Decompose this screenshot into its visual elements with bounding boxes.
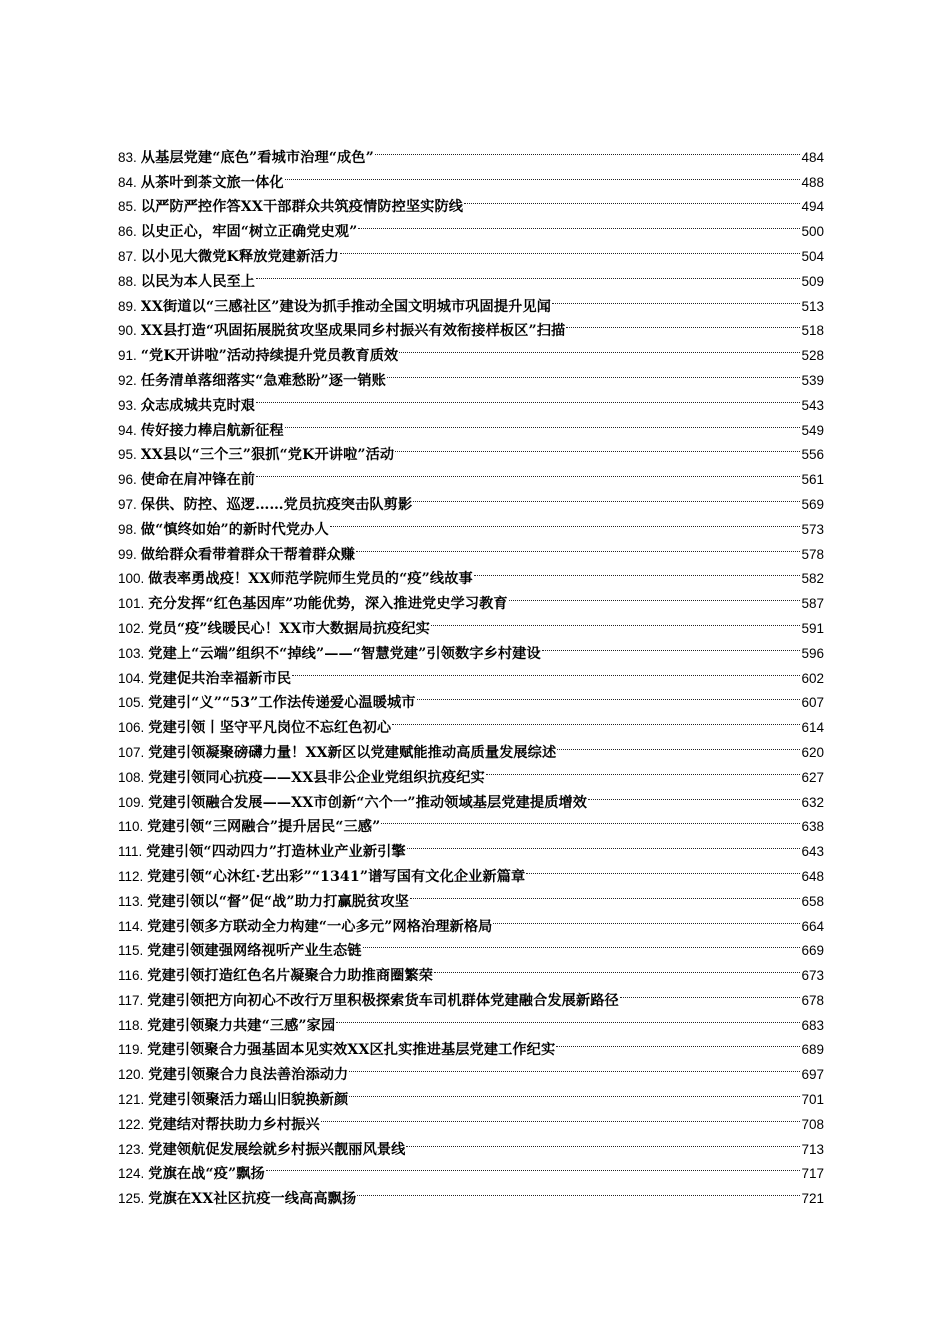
dot-leader: [486, 757, 801, 782]
toc-entry-number: 100.: [118, 571, 145, 587]
dot-leader: [588, 782, 800, 807]
toc-entry-number: 96.: [118, 472, 137, 488]
toc-entry-page-number[interactable]: 488: [801, 174, 824, 190]
toc-entry-page-number[interactable]: 664: [801, 918, 824, 934]
toc-entry-number: 114.: [118, 918, 144, 934]
toc-entry-title[interactable]: 保供、防控、巡逻……党员抗疫突击队剪影: [140, 496, 413, 513]
toc-entry-number: 91.: [118, 348, 137, 364]
toc-entry-page-number[interactable]: 596: [801, 645, 824, 661]
toc-entry-title[interactable]: 从茶叶到茶文旅一体化: [140, 174, 284, 191]
toc-entry-number: 87.: [118, 248, 137, 264]
toc-entry[interactable]: [118, 137, 824, 166]
toc-entry-page-number[interactable]: 500: [801, 224, 824, 240]
dot-leader: [566, 311, 800, 336]
toc-entry-title[interactable]: 党建上“云端”组织不“掉线”——“智慧党建”引领数字乡村建设: [148, 645, 541, 662]
toc-entry-number: 97.: [118, 496, 137, 512]
toc-entry-number: 101.: [118, 596, 145, 612]
dot-leader: [356, 534, 800, 559]
dot-leader: [526, 856, 800, 881]
toc-entry-title[interactable]: 党建引领聚活力瑶山旧貌换新颜: [148, 1092, 349, 1109]
toc-entry-title[interactable]: 充分发挥“红色基因库”功能优势，深入推进党史学习教育: [148, 596, 508, 613]
dot-leader: [557, 732, 800, 757]
toc-entry-title[interactable]: 党建引领凝聚磅礴力量！XX新区以党建赋能推动高质量发展综述: [148, 744, 557, 761]
toc-entry-number: 90.: [118, 323, 137, 339]
toc-entry-page-number[interactable]: 643: [801, 844, 824, 860]
toc-entry-title[interactable]: 以严防严控作答XX干部群众共筑疫情防控坚实防线: [140, 199, 464, 216]
toc-entry-number: 104.: [118, 670, 145, 686]
toc-entry-number: 92.: [118, 372, 137, 388]
dot-leader: [464, 187, 800, 212]
toc-entry-title[interactable]: 党建引领建强网络视听产业生态链: [147, 943, 362, 960]
toc-entry-number: 106.: [118, 720, 145, 736]
toc-entry-title[interactable]: 从基层党建“底色”看城市治理“成色”: [140, 149, 374, 166]
toc-entry-number: 83.: [118, 149, 137, 165]
toc-entry-page-number[interactable]: 569: [801, 496, 824, 512]
toc-entry-number: 93.: [118, 397, 137, 413]
toc-entry-number: 108.: [118, 769, 145, 785]
toc-entry-page-number[interactable]: 620: [801, 744, 824, 760]
toc-entry-page-number[interactable]: 582: [801, 571, 824, 587]
dot-leader: [349, 1079, 800, 1104]
toc-entry-number: 121.: [118, 1092, 145, 1108]
toc-entry-number: 89.: [118, 298, 137, 314]
toc-entry-number: 113.: [118, 893, 144, 909]
dot-leader: [387, 360, 801, 385]
toc-entry-title[interactable]: 党旗在战“疫”飘扬: [148, 1166, 265, 1183]
toc-entry-title[interactable]: 党建引领同心抗疫——XX县非公企业党组织抗疫纪实: [148, 769, 485, 786]
toc-entry-page-number[interactable]: 669: [801, 943, 824, 959]
dot-leader: [266, 1154, 801, 1179]
dot-leader: [256, 385, 800, 410]
toc-entry-number: 94.: [118, 422, 137, 438]
toc-entry-title[interactable]: 党建引领聚合力良法善治添动力: [148, 1067, 349, 1084]
toc-entry-title[interactable]: 党建引领聚合力强基固本见实效XX区扎实推进基层党建工作纪实: [147, 1042, 556, 1059]
toc-entry-page-number[interactable]: 543: [801, 397, 824, 413]
dot-leader: [620, 980, 801, 1005]
toc-entry-title[interactable]: 党建引领“四动四力”打造林业产业新引擎: [146, 844, 406, 861]
dot-leader: [330, 509, 801, 534]
toc-entry-page-number[interactable]: 632: [801, 794, 824, 810]
dot-leader: [434, 955, 800, 980]
toc-entry-page-number[interactable]: 614: [801, 720, 824, 736]
dot-leader: [321, 1104, 801, 1129]
toc-entry-title[interactable]: 做给群众看带着群众干帮着群众赚: [140, 546, 356, 563]
toc-entry-title[interactable]: XX县以“三个三”狠抓“党K开讲啦”活动: [140, 447, 395, 464]
toc-entry-page-number[interactable]: 591: [801, 620, 824, 636]
toc-entry-title[interactable]: 党建领航促发展绘就乡村振兴靓丽风景线: [148, 1141, 406, 1158]
toc-entry-title[interactable]: 任务清单落细落实“急难愁盼”逐一销账: [140, 372, 386, 389]
toc-entry-page-number[interactable]: 678: [801, 992, 824, 1008]
toc-entry-number: 85.: [118, 199, 137, 215]
toc-entry-number: 115.: [118, 943, 144, 959]
toc-entry-number: 116.: [118, 968, 144, 984]
toc-entry-page-number[interactable]: 504: [801, 248, 824, 264]
toc-entry-page-number[interactable]: 509: [801, 273, 824, 289]
toc-entry-page-number[interactable]: 701: [801, 1092, 824, 1108]
toc-entry-page-number[interactable]: 518: [801, 323, 824, 339]
dot-leader: [474, 559, 801, 584]
toc-entry-number: 117.: [118, 992, 144, 1008]
toc-entry-number: 122.: [118, 1116, 145, 1132]
dot-leader: [542, 633, 801, 658]
dot-leader: [285, 162, 801, 187]
dot-leader: [256, 459, 800, 484]
toc-entry-title[interactable]: XX县打造“巩固拓展脱贫攻坚成果同乡村振兴有效衔接样板区”扫描: [140, 323, 566, 340]
toc-entry-page-number[interactable]: 683: [801, 1017, 824, 1033]
dot-leader: [413, 484, 800, 509]
toc-entry-number: 123.: [118, 1141, 145, 1157]
toc-entry-page-number[interactable]: 549: [801, 422, 824, 438]
dot-leader: [509, 583, 801, 608]
toc-entry-number: 119.: [118, 1042, 144, 1058]
toc-entry-title[interactable]: 党建引领聚力共建“三感”家园: [147, 1017, 336, 1034]
toc-entry-title[interactable]: 党建引领把方向初心不改行万里积极探索货车司机群体党建融合发展新路径: [147, 992, 619, 1009]
toc-entry-page-number[interactable]: 494: [801, 199, 824, 215]
toc-entry-page-number[interactable]: 658: [801, 893, 824, 909]
dot-leader: [395, 435, 800, 460]
toc-entry-number: 125.: [118, 1191, 145, 1207]
toc-entry-page-number[interactable]: 648: [801, 868, 824, 884]
toc-entry-title[interactable]: 党建引领多方联动全力构建“一心多元”网格治理新格局: [147, 918, 493, 935]
dot-leader: [410, 881, 801, 906]
toc-entry-title[interactable]: 众志成城共克时艰: [140, 397, 256, 414]
toc-entry-page-number[interactable]: 561: [801, 472, 824, 488]
dot-leader: [399, 335, 800, 360]
toc-entry-page-number[interactable]: 539: [801, 372, 824, 388]
toc-entry-page-number[interactable]: 721: [801, 1191, 824, 1207]
dot-leader: [381, 807, 800, 832]
table-of-contents: [118, 137, 824, 1208]
toc-entry-page-number[interactable]: 713: [801, 1141, 824, 1157]
toc-entry-page-number[interactable]: 697: [801, 1067, 824, 1083]
dot-leader: [375, 137, 801, 162]
toc-entry-title[interactable]: 党员“疫”线暖民心！XX市大数据局抗疫纪实: [148, 620, 430, 637]
toc-entry-title[interactable]: 党建引领打造红色名片凝聚合力助推商圈繁荣: [147, 968, 434, 985]
toc-entry-page-number[interactable]: 638: [801, 819, 824, 835]
dot-leader: [336, 1005, 800, 1030]
dot-leader: [556, 1030, 800, 1055]
dot-leader: [406, 1129, 800, 1154]
dot-leader: [358, 211, 800, 236]
toc-entry-title[interactable]: 党建引领融合发展——XX市创新“六个一”推动领域基层党建提质增效: [148, 794, 588, 811]
toc-entry-title[interactable]: 做表率勇战疫！XX师范学院师生党员的“疫”线故事: [148, 571, 473, 588]
toc-entry-number: 98.: [118, 521, 137, 537]
toc-entry-title[interactable]: 以民为本人民至上: [140, 273, 256, 290]
toc-entry-number: 120.: [118, 1067, 145, 1083]
dot-leader: [552, 286, 800, 311]
toc-entry-number: 84.: [118, 174, 137, 190]
toc-entry-page-number[interactable]: 708: [801, 1116, 824, 1132]
toc-entry-title[interactable]: 党建引领丨坚守平凡岗位不忘红色初心: [148, 720, 392, 737]
toc-entry-page-number[interactable]: 602: [801, 670, 824, 686]
toc-entry-title[interactable]: 做“慎终如始”的新时代党办人: [140, 521, 329, 538]
toc-entry-number: 111.: [118, 844, 143, 860]
toc-entry-number: 124.: [118, 1166, 145, 1182]
toc-entry-number: 109.: [118, 794, 145, 810]
toc-entry-page-number[interactable]: 528: [801, 348, 824, 364]
toc-entry-page-number[interactable]: 513: [801, 298, 824, 314]
toc-entry-number: 110.: [118, 819, 144, 835]
toc-entry-title[interactable]: 以史正心，牢固“树立正确党史观”: [140, 224, 358, 241]
toc-entry-title[interactable]: 党建引领以“督”促“战”助力打赢脱贫攻坚: [147, 893, 409, 910]
toc-entry-page-number[interactable]: 587: [801, 596, 824, 612]
dot-leader: [292, 658, 800, 683]
dot-leader: [431, 608, 801, 633]
toc-entry-title[interactable]: XX街道以“三感社区”建设为抓手推动全国文明城市巩固提升见闻: [140, 298, 551, 315]
toc-entry-page-number[interactable]: 627: [801, 769, 824, 785]
toc-entry-title[interactable]: 传好接力棒启航新征程: [140, 422, 284, 439]
toc-entry-number: 103.: [118, 645, 145, 661]
toc-entry-page-number[interactable]: 673: [801, 968, 824, 984]
dot-leader: [407, 831, 801, 856]
toc-entry-number: 107.: [118, 744, 145, 760]
toc-entry-page-number[interactable]: 717: [801, 1166, 824, 1182]
toc-entry-number: 88.: [118, 273, 137, 289]
toc-entry-number: 99.: [118, 546, 137, 562]
toc-entry-page-number[interactable]: 607: [801, 695, 824, 711]
toc-entry-title[interactable]: 党建引领“心沐红·艺出彩”“1341”谱写国有文化企业新篇章: [147, 868, 526, 885]
dot-leader: [256, 261, 800, 286]
toc-entry-title[interactable]: 以小见大微党K释放党建新活力: [140, 248, 339, 265]
dot-leader: [417, 683, 801, 708]
dot-leader: [392, 707, 800, 732]
toc-entry-number: 105.: [118, 695, 145, 711]
toc-entry-page-number[interactable]: 556: [801, 447, 824, 463]
toc-entry-title[interactable]: 党建引领“三网融合”提升居民“三感”: [147, 819, 381, 836]
dot-leader: [349, 1054, 800, 1079]
toc-entry-number: 95.: [118, 447, 137, 463]
toc-entry-title[interactable]: 使命在肩冲锋在前: [140, 472, 256, 489]
toc-entry-page-number[interactable]: 578: [801, 546, 824, 562]
toc-entry-number: 86.: [118, 224, 137, 240]
dot-leader: [493, 906, 800, 931]
toc-entry-title[interactable]: 党建促共治幸福新市民: [148, 670, 292, 687]
toc-entry-number: 102.: [118, 620, 145, 636]
toc-entry-title[interactable]: 党旗在XX社区抗疫一线高高飘扬: [148, 1191, 357, 1208]
toc-entry-page-number[interactable]: 484: [801, 149, 824, 165]
toc-entry-title[interactable]: 党建引“义”“53”工作法传递爱心温暖城市: [148, 695, 416, 712]
dot-leader: [285, 410, 801, 435]
toc-entry-title[interactable]: 党建结对帮扶助力乡村振兴: [148, 1116, 320, 1133]
toc-entry-page-number[interactable]: 573: [801, 521, 824, 537]
dot-leader: [363, 931, 801, 956]
toc-entry-number: 118.: [118, 1017, 144, 1033]
toc-entry-page-number[interactable]: 689: [801, 1042, 824, 1058]
dot-leader: [340, 236, 801, 261]
dot-leader: [357, 1178, 800, 1203]
toc-entry-title[interactable]: “党K开讲啦”活动持续提升党员教育质效: [140, 348, 399, 365]
toc-entry-number: 112.: [118, 868, 144, 884]
